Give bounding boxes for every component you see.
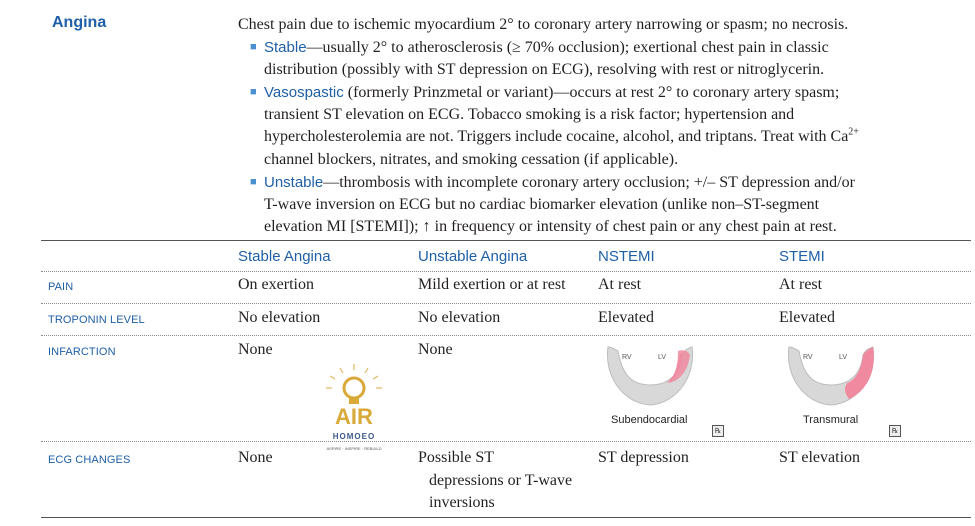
row-label-infarction: INFARCTION (48, 346, 116, 358)
cell-ecg-unstable-line3: inversions (429, 494, 495, 511)
table-bottom-rule (41, 517, 971, 518)
bullet-icon: ■ (250, 86, 257, 98)
cell-ecg-unstable-line2: depressions or T-wave (429, 472, 573, 489)
watermark-tagline: ASPIRE · INSPIRE · REBUILD (326, 446, 382, 451)
col-header-stable: Stable Angina (238, 248, 331, 265)
subendocardial-heart-diagram (600, 341, 700, 413)
watermark-letters: AIR (335, 404, 373, 429)
row-label-ecg: ECG CHANGES (48, 454, 131, 466)
sunburst-icon (326, 364, 382, 388)
bullet-vasospastic-line3-text: hypercholesterolemia are not. Triggers include cocaine, alcohol, and triptans. Treat with Ca (264, 128, 849, 145)
cell-ecg-unstable-line1: Possible ST (418, 449, 495, 466)
caption-subendocardial: Subendocardial (611, 414, 688, 426)
transmural-heart-diagram (781, 341, 881, 413)
cell-troponin-stable: No elevation (238, 309, 321, 326)
table-top-rule (41, 240, 971, 241)
watermark-logo (318, 362, 390, 458)
row-divider (41, 303, 971, 304)
lv-label: LV (658, 354, 667, 361)
definition-text: Chest pain due to ischemic myocardium 2° to coronary artery narrowing or spasm; no necrosis. (238, 16, 849, 33)
row-divider (41, 335, 971, 336)
bullet-vasospastic-line4: channel blockers, nitrates, and smoking cessation (if applicable). (264, 151, 679, 168)
cell-troponin-stemi: Elevated (779, 309, 835, 326)
bullet-vasospastic-line3 (264, 126, 859, 149)
bullet-stable-line2: distribution (possibly with ST depression on ECG), resolving with rest or nitroglycerin. (264, 61, 825, 78)
bullet-vasospastic-line2: transient ST elevation on ECG. Tobacco smoking is a risk factor; hypertension and (264, 106, 795, 123)
rx-icon: ℞ (712, 425, 724, 437)
rv-label: RV (803, 354, 813, 361)
cell-pain-stemi: At rest (779, 276, 823, 293)
bulb-icon (344, 378, 364, 398)
bullet-unstable-line3: elevation MI [STEMI]); ↑ in frequency or intensity of chest pain or any chest pain at rest. (264, 218, 837, 235)
row-divider (41, 271, 971, 272)
caption-transmural: Transmural (803, 414, 859, 426)
lv-label: LV (839, 354, 848, 361)
bullet-term-unstable: Unstable (264, 174, 324, 191)
cell-pain-stable: On exertion (238, 276, 314, 293)
bullet-icon: ■ (250, 41, 257, 53)
bullet-term-stable: Stable (264, 39, 307, 56)
cell-pain-unstable: Mild exertion or at rest (418, 276, 566, 293)
row-divider (41, 441, 971, 442)
bullet-unstable-line1: —thrombosis with incomplete coronary artery occlusion; +/– ST depression and/or (323, 174, 855, 191)
bullet-unstable-line2: T-wave inversion on ECG but no cardiac biomarker elevation (unlike non–ST-segment (264, 196, 820, 213)
cell-pain-nstemi: At rest (598, 276, 642, 293)
col-header-stemi: STEMI (779, 248, 825, 265)
watermark-name: HOMOEO (332, 432, 376, 441)
bullet-stable-line1: —usually 2° to atherosclerosis (≥ 70% occlusion); exertional chest pain in classic (306, 39, 829, 56)
col-header-nstemi: NSTEMI (598, 248, 655, 265)
cell-ecg-nstemi: ST depression (598, 449, 689, 466)
infarct-region-transmural (845, 347, 874, 399)
topic-heading: Angina (52, 14, 107, 31)
bullet-term-vasospastic: Vasospastic (264, 84, 344, 101)
bullet-stable (264, 37, 829, 60)
cell-troponin-nstemi: Elevated (598, 309, 654, 326)
col-header-unstable: Unstable Angina (418, 248, 528, 265)
cell-infarction-stable: None (238, 341, 273, 358)
bullet-unstable (264, 172, 855, 195)
superscript-charge: 2+ (848, 126, 859, 138)
bullet-vasospastic (264, 82, 839, 105)
row-label-pain: PAIN (48, 281, 74, 293)
rx-icon: ℞ (889, 425, 901, 437)
bullet-vasospastic-line1: (formerly Prinzmetal or variant)—occurs at rest 2° to coronary artery spasm; (343, 84, 840, 101)
rv-label: RV (622, 354, 632, 361)
cell-infarction-unstable: None (418, 341, 453, 358)
cell-ecg-stemi: ST elevation (779, 449, 861, 466)
cell-troponin-unstable: No elevation (418, 309, 501, 326)
row-label-troponin: TROPONIN LEVEL (48, 314, 145, 326)
cell-ecg-stable: None (238, 449, 273, 466)
bullet-icon: ■ (250, 176, 257, 188)
